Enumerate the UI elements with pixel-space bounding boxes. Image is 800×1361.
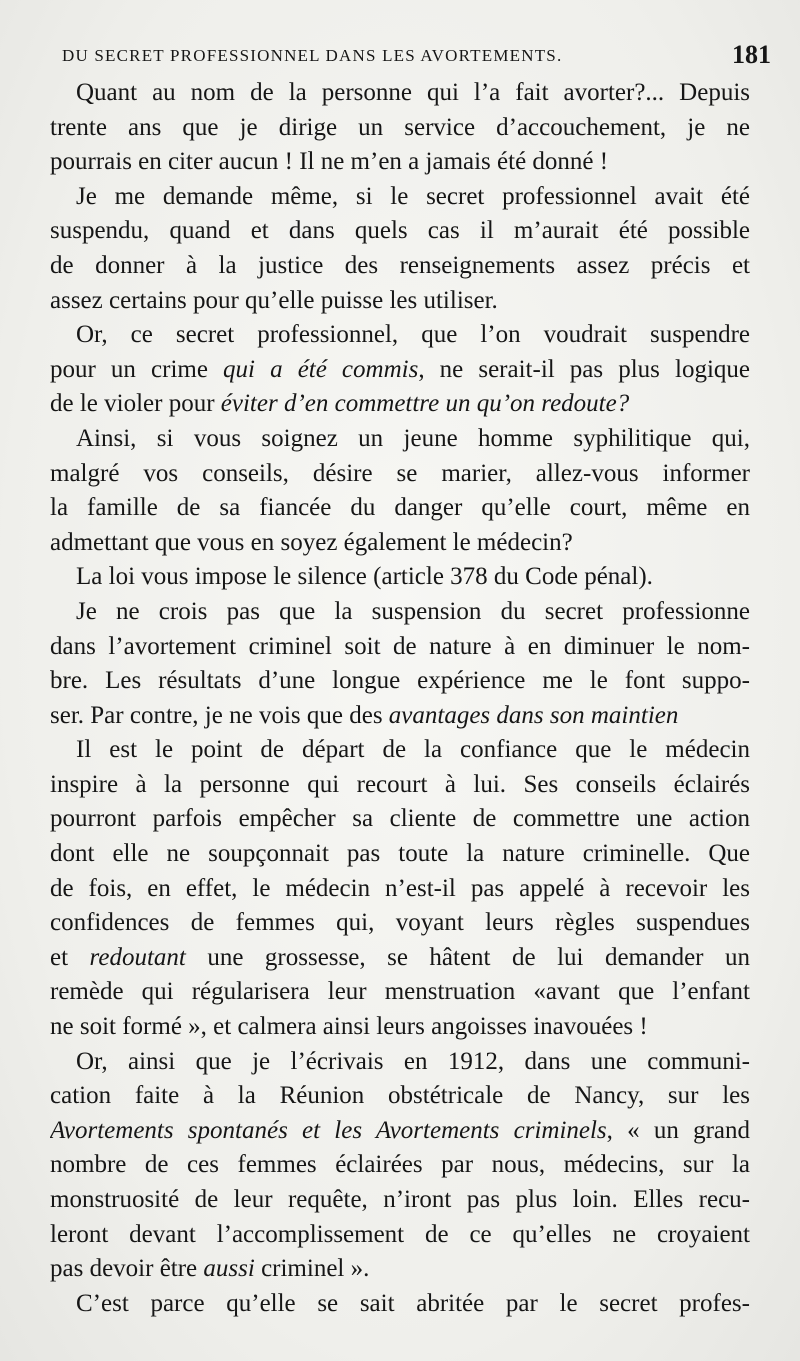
text-line — [50, 595, 750, 630]
text-line — [50, 1148, 750, 1183]
text-line — [50, 491, 750, 526]
text-line — [50, 1114, 750, 1149]
page-number: 181 — [732, 40, 771, 69]
text-line — [50, 1287, 750, 1322]
text-run: Je ne crois pas que la suspension du secret professionne — [76, 597, 750, 625]
text-run: nombre de ces femmes éclairées par nous, médecins, sur la — [50, 1151, 750, 1179]
text-run: Il est le point de départ de la confiance que le médecin — [76, 736, 750, 764]
text-line — [50, 76, 750, 111]
text-run: pour un crime — [50, 355, 224, 383]
text-line — [50, 457, 750, 492]
text-line — [50, 664, 750, 699]
text-run: de le violer pour — [50, 390, 221, 418]
text-run: trente ans que je dirige un service d’accouchement, je ne — [50, 113, 750, 141]
text-line — [50, 1252, 750, 1287]
text-line — [50, 1045, 750, 1080]
text-run: malgré vos conseils, désire se marier, allez-vous informer — [50, 459, 750, 487]
text-run: cation faite à la Réunion obstétricale de Nancy, sur les — [50, 1082, 750, 1110]
text-line — [50, 906, 750, 941]
italic-text: avantages dans son maintien — [388, 701, 679, 729]
text-run: de fois, en effet, le médecin n’est-il pas appelé à recevoir les — [50, 874, 750, 902]
text-line — [50, 111, 750, 146]
italic-text: aussi — [203, 1255, 255, 1283]
text-run: pourront parfois empêcher sa cliente de commettre une action — [50, 805, 750, 833]
text-run: bre. Les résultats d’une longue expérience me le font suppo- — [50, 667, 750, 695]
text-line — [50, 802, 750, 837]
text-line — [50, 941, 750, 976]
text-run: Ainsi, si vous soignez un jeune homme syphilitique qui, — [76, 424, 750, 452]
text-run: , ne serait-il pas plus logique — [418, 355, 750, 383]
text-run: et — [50, 943, 90, 971]
text-run: dans l’avortement criminel soit de nature à en diminuer le nom- — [50, 632, 750, 660]
text-run: leront devant l’accomplissement de ce qu’elles ne croyaient — [50, 1220, 750, 1248]
text-run: Or, ainsi que je l’écrivais en 1912, dans une communi- — [76, 1047, 750, 1075]
text-run: monstruosité de leur requête, n’iront pas plus loin. Elles recu- — [50, 1186, 750, 1213]
text-line — [50, 422, 750, 457]
text-line — [50, 284, 750, 319]
text-line — [50, 353, 750, 388]
body-text — [50, 76, 750, 1321]
text-run: , « un grand — [606, 1116, 750, 1144]
text-line — [50, 560, 750, 595]
text-line — [50, 526, 750, 561]
text-line — [50, 872, 750, 907]
text-line — [50, 249, 750, 284]
text-run: pourrais en citer aucun ! Il ne m’en a jamais été donné ! — [50, 148, 609, 176]
text-line — [50, 699, 750, 734]
text-run: Quant au nom de la personne qui l’a fait avorter?... Depuis — [76, 79, 750, 106]
text-line — [50, 180, 750, 215]
text-run: ne soit formé », et calmera ainsi leurs angoisses inavouées ! — [50, 1013, 648, 1041]
text-line — [50, 214, 750, 249]
text-line — [50, 1218, 750, 1253]
text-line — [50, 1183, 750, 1218]
text-line — [50, 318, 750, 353]
page-header — [62, 36, 771, 76]
text-run: de donner à la justice des renseignements assez précis et — [50, 251, 750, 279]
text-run: la famille de sa fiancée du danger qu’elle court, même en — [50, 494, 750, 522]
text-line — [50, 768, 750, 803]
running-title: DU SECRET PROFESSIONNEL DANS LES AVORTEMENTS. — [62, 46, 563, 65]
text-line — [50, 975, 750, 1010]
italic-text: éviter d’en commettre un qu’on redoute? — [220, 390, 630, 418]
text-line — [50, 1079, 750, 1114]
text-run: dont elle ne soupçonnait pas toute la nature criminelle. Que — [50, 840, 750, 868]
italic-text: qui a été commis — [223, 355, 419, 383]
text-run: assez certains pour qu’elle puisse les utiliser. — [50, 286, 498, 314]
text-run: une grossesse, se hâtent de lui demander un — [185, 943, 750, 971]
italic-text: Avortements spontanés et les Avortements criminels — [50, 1116, 607, 1144]
text-run: inspire à la personne qui recourt à lui. Ses conseils éclairés — [50, 770, 750, 798]
text-run: Or, ce secret professionnel, que l’on voudrait suspendre — [76, 321, 750, 349]
text-run: admettant que vous en soyez également le médecin? — [50, 528, 573, 556]
text-run: ser. Par contre, je ne vois que des — [50, 701, 389, 729]
text-line — [50, 837, 750, 872]
text-line — [50, 387, 750, 422]
text-line — [50, 145, 750, 180]
text-run: criminel ». — [254, 1255, 370, 1283]
text-run: Je me demande même, si le secret professionnel avait été — [76, 182, 750, 210]
text-run: La loi vous impose le silence (article 378 du Code pénal). — [76, 563, 653, 591]
text-run: C’est parce qu’elle se sait abritée par le secret profes- — [76, 1289, 750, 1317]
text-run: confidences de femmes qui, voyant leurs règles suspendues — [50, 909, 750, 937]
text-run: suspendu, quand et dans quels cas il m’aurait été possible — [50, 217, 750, 245]
text-line — [50, 1010, 750, 1045]
text-run: remède qui régularisera leur menstruation «avant que l’enfant — [50, 978, 750, 1006]
text-run: pas devoir être — [50, 1255, 204, 1283]
italic-text: redoutant — [89, 943, 186, 971]
text-line — [50, 733, 750, 768]
text-line — [50, 630, 750, 665]
